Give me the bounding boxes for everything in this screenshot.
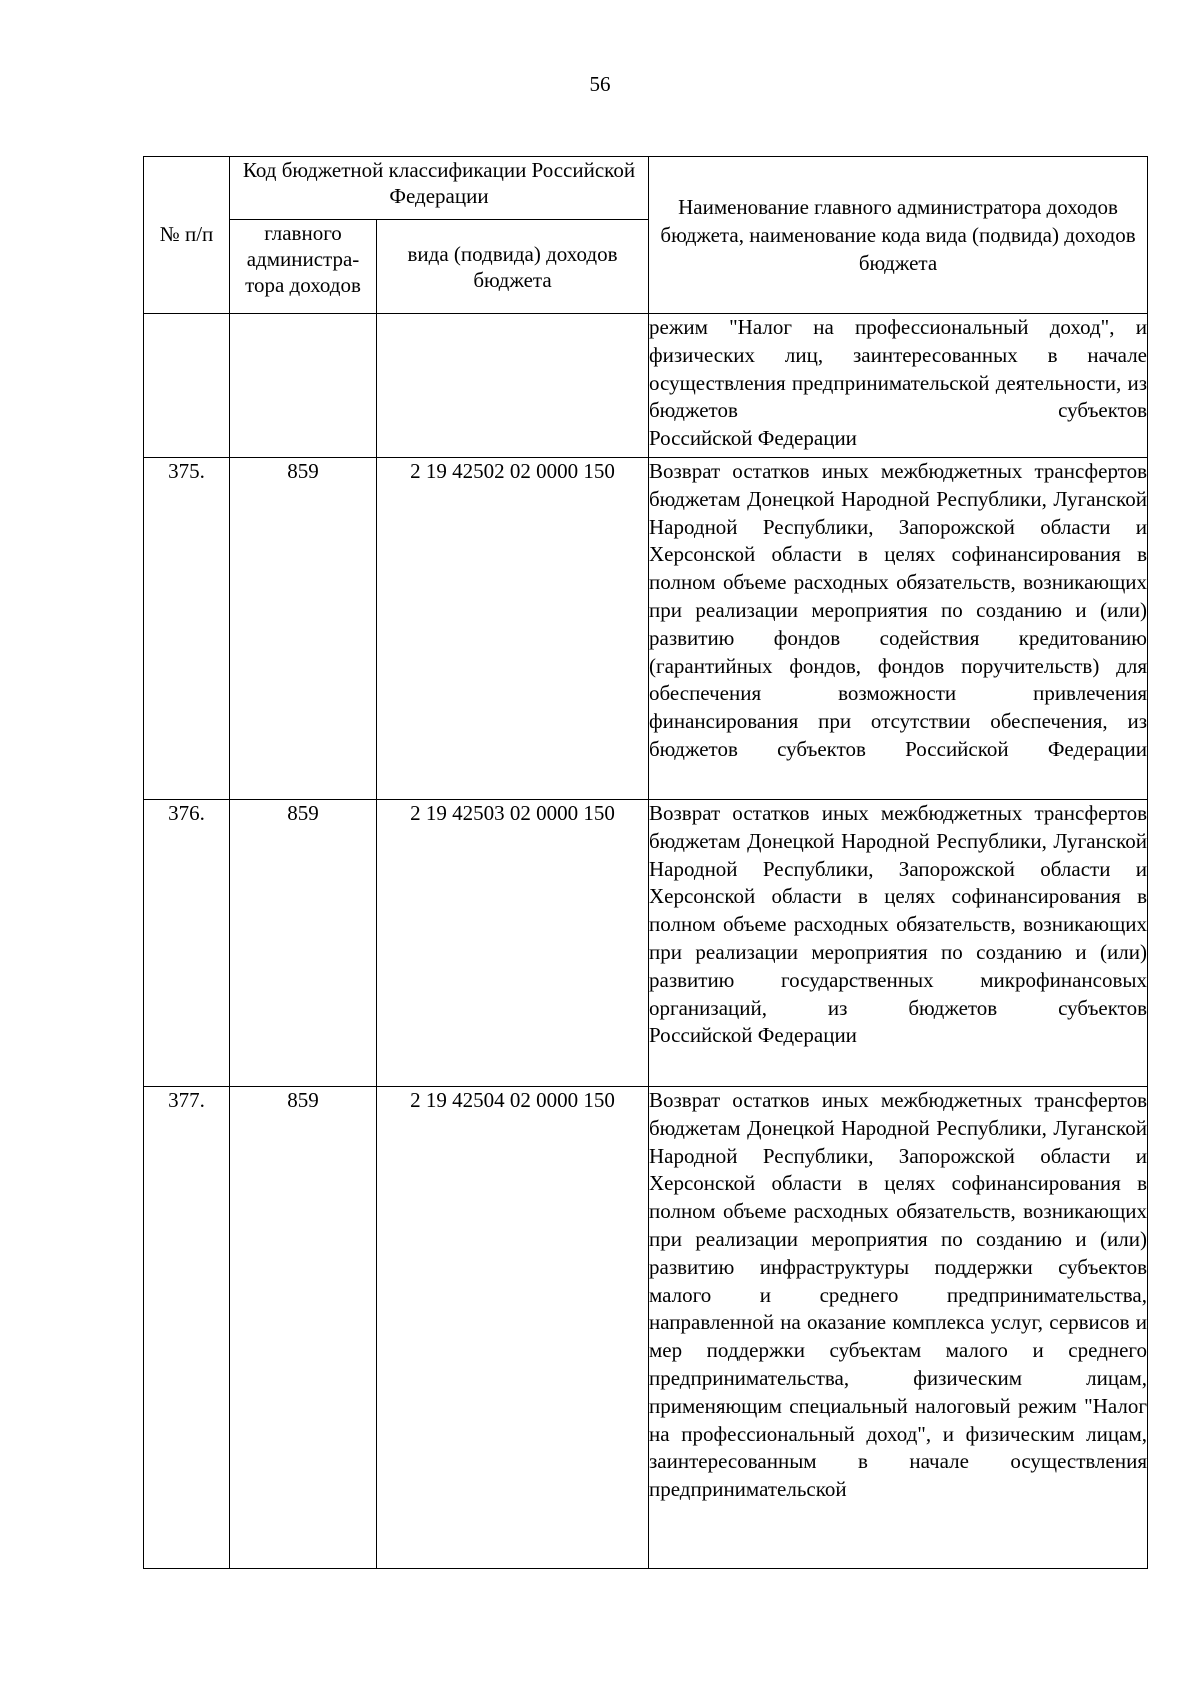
row-income-code [377, 314, 649, 458]
row-description [649, 800, 1148, 1087]
row-administrator-code: 859 [230, 800, 377, 1087]
row-number: 377. [144, 1087, 230, 1569]
page-number: 56 [589, 72, 611, 96]
row-description [649, 1087, 1148, 1569]
row-description-text: Возврат остатков иных межбюджетных трансфертов бюджетам Донецкой Народной Республики, Луганской Народной Республики, Запорожской области и Херсонской области в целях софинансирования в полном объеме расходных обязательств, возникающих при реализации мероприятия по созданию и (или) развитию инфраструктуры поддержки субъектов малого и среднего предпринимательства, направленной на оказание комплекса услуг, сервисов и мер поддержки субъектам малого и среднего предпринимательства, физическим лицам, применяющим специальный налоговый режим "Налог на профессиональный доход", и физическим лицам, заинтересованным в начале осуществления предпринимательской [649, 1088, 1147, 1502]
table-row [144, 314, 1148, 458]
row-description [649, 458, 1148, 800]
table-row [144, 458, 1148, 800]
table-header-row [144, 157, 1148, 220]
row-income-code: 2 19 42502 02 0000 150 [377, 458, 649, 800]
table-row [144, 1087, 1148, 1569]
row-administrator-code [230, 314, 377, 458]
header-number: № п/п [144, 157, 230, 314]
header-income-type: вида (подвида) доходов бюджета [377, 220, 649, 314]
row-income-code: 2 19 42504 02 0000 150 [377, 1087, 649, 1569]
row-description-end: Российской Федерации [649, 426, 857, 451]
header-administrator: главного администра-тора доходов [230, 220, 377, 314]
row-description [649, 314, 1148, 458]
row-administrator-code: 859 [230, 1087, 377, 1569]
header-name: Наименование главного администратора доходов бюджета, наименование кода вида (подвида) доходов бюджета [649, 157, 1148, 314]
row-number: 376. [144, 800, 230, 1087]
row-description-end: Российской Федерации [649, 1023, 857, 1048]
row-administrator-code: 859 [230, 458, 377, 800]
row-number [144, 314, 230, 458]
row-number: 375. [144, 458, 230, 800]
row-description-text: Возврат остатков иных межбюджетных трансфертов бюджетам Донецкой Народной Республики, Луганской Народной Республики, Запорожской области и Херсонской области в целях софинансирования в полном объеме расходных обязательств, возникающих при реализации мероприятия по созданию и (или) развитию фондов содействия кредитованию (гарантийных фондов, фондов поручительств) для обеспечения возможности привлечения финансирования при отсутствии обеспечения, из бюджетов субъектов Российской Федерации [649, 459, 1147, 761]
row-income-code: 2 19 42503 02 0000 150 [377, 800, 649, 1087]
table-row [144, 800, 1148, 1087]
budget-classification-table [143, 156, 1148, 1569]
header-budget-code-group: Код бюджетной классификации Российской Федерации [230, 157, 649, 220]
row-description-text: Возврат остатков иных межбюджетных трансфертов бюджетам Донецкой Народной Республики, Луганской Народной Республики, Запорожской области и Херсонской области в целях софинансирования в полном объеме расходных обязательств, возникающих при реализации мероприятия по созданию и (или) развитию государственных микрофинансовых организаций, из бюджетов субъектов [649, 801, 1147, 1020]
row-description-text: режим "Налог на профессиональный доход", и физических лиц, заинтересованных в начале осуществления предпринимательской деятельности, из бюджетов субъектов [649, 315, 1147, 423]
